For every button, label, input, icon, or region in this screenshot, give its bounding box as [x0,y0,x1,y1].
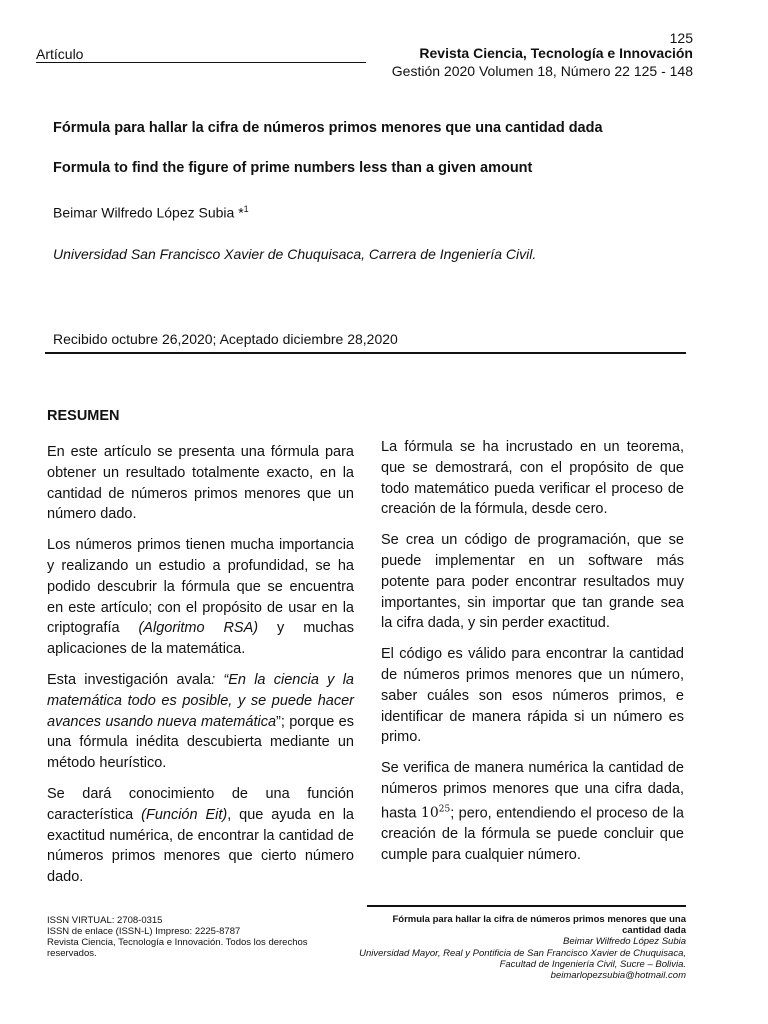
title-divider [45,352,686,354]
issn-virtual: ISSN VIRTUAL: 2708-0315 [47,915,163,926]
author-footnote-marker: 1 [243,204,249,214]
citation-affiliation: Universidad Mayor, Real y Pontificia de San Francisco Xavier de Chuquisaca, Facultad de Ingeniería Civil, Sucre – Bolivia. [359,947,686,970]
title-spanish: Fórmula para hallar la cifra de números primos menores que una cantidad dada [53,120,603,136]
abstract-paragraph: Se dará conocimiento de una función característica (Función Eit), que ayuda en la exactitud numérica, de encontrar la cantidad de números primos menores que cierto número dado. [47,785,354,886]
abstract-paragraph: Se crea un código de programación, que se puede implementar en un software más potente para poder encontrar resultados muy importantes, sin importar que tan grande sea la cifra dada, y sin perder exactitud. [381,532,684,632]
page-number: 125 [669,30,693,46]
footer-issn-block [47,915,317,959]
abstract-paragraph: El código es válido para encontrar la cantidad de números primos menores que un número, saber cuáles son esos números primos, e identificar de manera rápida si un número es primo. [381,646,684,746]
author-name: Beimar Wilfredo López Subia * [53,204,244,221]
abstract-column-right [381,437,684,876]
received-dates: Recibido octubre 26,2020; Aceptado diciembre 28,2020 [53,331,398,347]
abstract-paragraph: En este artículo se presenta una fórmula para obtener un resultado totalmente exacto, en la cantidad de números primos menores que un número dado. [47,444,354,523]
abstract-paragraph: Los números primos tienen mucha importancia y realizando un estudio a profundidad, se ha podido descubrir la fórmula que se encuentra en este artículo; con el propósito de usar en la criptografía (Algoritmo RSA) y muchas aplicaciones de la matemática. [47,537,354,658]
footer-divider [367,905,686,907]
title-english: Formula to find the figure of prime numbers less than a given amount [53,160,533,176]
rights-notice: Revista Ciencia, Tecnología e Innovación. Todos los derechos reservados. [47,937,308,959]
author [53,204,249,221]
citation-email: beimarlopezsubia@hotmail.com [550,970,686,982]
header-divider [36,62,366,63]
abstract-paragraph: Se verifica de manera numérica la cantidad de números primos menores que una cifra dada, hasta $10^{25}$; pero, entendiendo el proceso de la creación de la fórmula se puede concluir que cumple para cualquier número. [381,760,684,863]
citation-author: Beimar Wilfredo López Subia [563,936,686,948]
section-label: Artículo [36,46,84,62]
journal-name: Revista Ciencia, Tecnología e Innovación [419,45,693,61]
issn-link: ISSN de enlace (ISSN-L) Impreso: 2225-8787 [47,926,241,937]
abstract-heading: RESUMEN [47,408,120,424]
footer-citation-block [356,914,686,981]
power-expression: $10^{25}$ [420,804,451,822]
abstract-column-left [47,442,354,898]
abstract-paragraph: Esta investigación avala: “En la ciencia y la matemática todo es posible, y se puede hacer avances usando nueva matemática”; porque es una fórmula inédita descubierta mediante un método heurístico. [47,671,354,772]
abstract-paragraph: La fórmula se ha incrustado en un teorema, que se demostrará, con el propósito de que todo matemático pueda verificar el proceso de creación de la fórmula, desde cero. [381,439,684,518]
citation-title: Fórmula para hallar la cifra de números primos menores que una cantidad dada [392,914,686,937]
affiliation: Universidad San Francisco Xavier de Chuquisaca, Carrera de Ingeniería Civil. [53,246,537,262]
issue-info: Gestión 2020 Volumen 18, Número 22 125 - 148 [391,63,693,79]
